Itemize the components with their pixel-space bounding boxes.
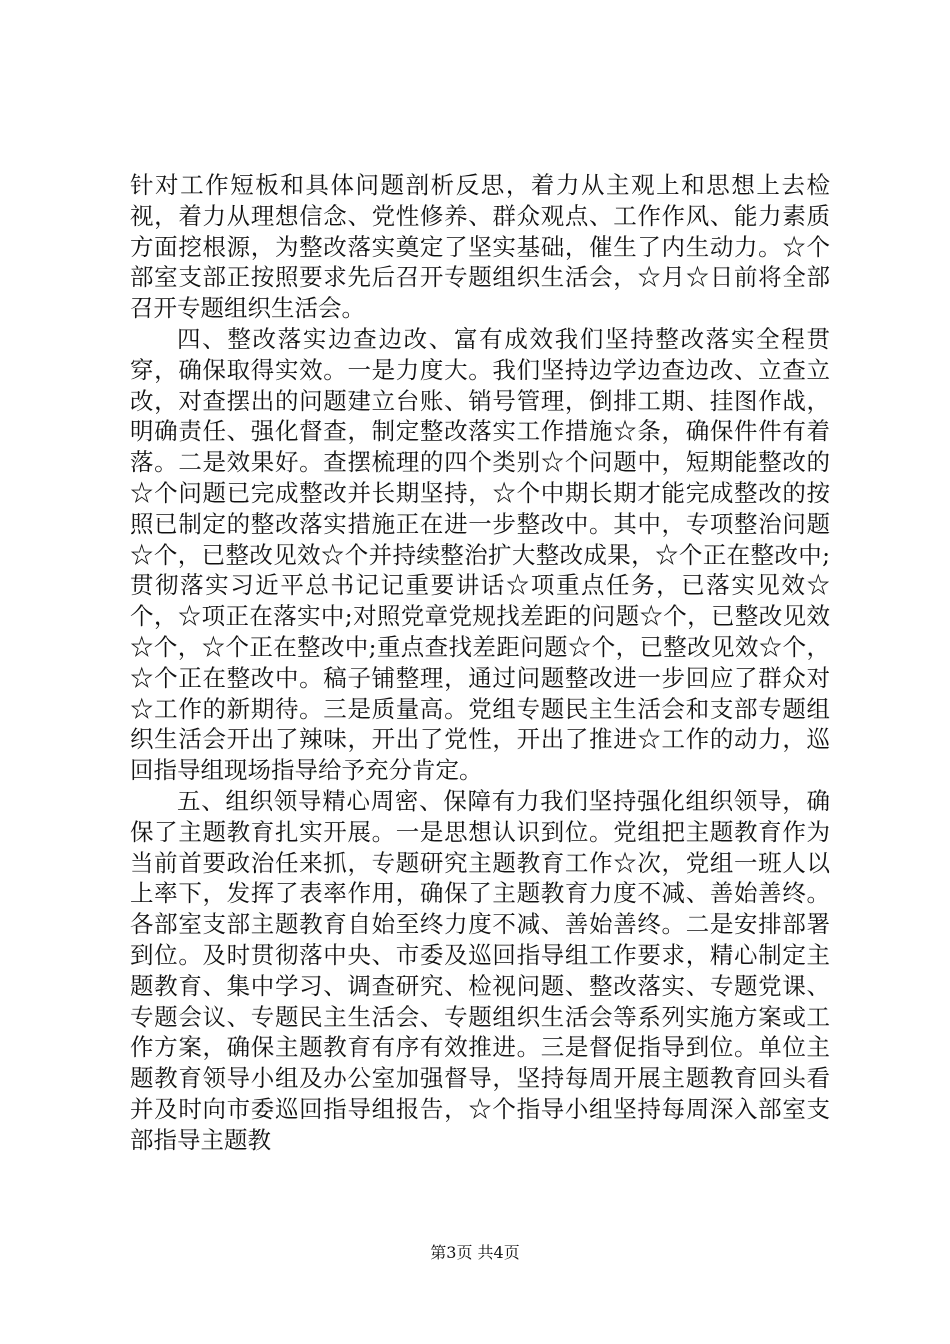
page-footer: 第3页 共4页 bbox=[430, 1243, 520, 1262]
paragraph-continuation: 针对工作短板和具体问题剖析反思，着力从主观上和思想上去检视，着力从理想信念、党性修养、群众观点、工作作风、能力素质方面挖根源，为整改落实奠定了坚实基础，催生了内生动力。☆个部室支部正按照要求先后召开专题组织生活会，☆月☆日前将全部召开专题组织生活会。 bbox=[130, 171, 830, 323]
paragraph-section-four: 四、整改落实边查边改、富有成效我们坚持整改落实全程贯穿，确保取得实效。一是力度大。我们坚持边学边查边改、立查立改，对查摆出的问题建立台账、销号管理，倒排工期、挂图作战，明确责任、强化督查，制定整改落实工作措施☆条，确保件件有着落。二是效果好。查摆梳理的四个类别☆个问题中，短期能整改的☆个问题已完成整改并长期坚持，☆个中期长期才能完成整改的按照已制定的整改落实措施正在进一步整改中。其中，专项整治问题☆个，已整改见效☆个并持续整治扩大整改成果，☆个正在整改中;贯彻落实习近平总书记记重要讲话☆项重点任务，已落实见效☆个，☆项正在落实中;对照党章党规找差距的问题☆个，已整改见效☆个，☆个正在整改中;重点查找差距问题☆个，已整改见效☆个，☆个正在整改中。稿子铺整理，通过问题整改进一步回应了群众对☆工作的新期待。三是质量高。党组专题民主生活会和支部专题组织生活会开出了辣味，开出了党性，开出了推进☆工作的动力，巡回指导组现场指导给予充分肯定。 bbox=[130, 324, 830, 785]
paragraph-section-five: 五、组织领导精心周密、保障有力我们坚持强化组织领导，确保了主题教育扎实开展。一是思想认识到位。党组把主题教育作为当前首要政治任来抓，专题研究主题教育工作☆次，党组一班人以上率下，发挥了表率作用，确保了主题教育力度不减、善始善终。各部室支部主题教育自始至终力度不减、善始善终。二是安排部署到位。及时贯彻落中央、市委及巡回指导组工作要求，精心制定主题教育、集中学习、调查研究、检视问题、整改落实、专题党课、专题会议、专题民主生活会、专题组织生活会等系列实施方案或工作方案，确保主题教育有序有效推进。三是督促指导到位。单位主题教育领导小组及办公室加强督导，坚持每周开展主题教育回头看并及时向市委巡回指导组报告，☆个指导小组坚持每周深入部室支部指导主题教 bbox=[130, 786, 830, 1154]
document-body bbox=[130, 170, 830, 1156]
